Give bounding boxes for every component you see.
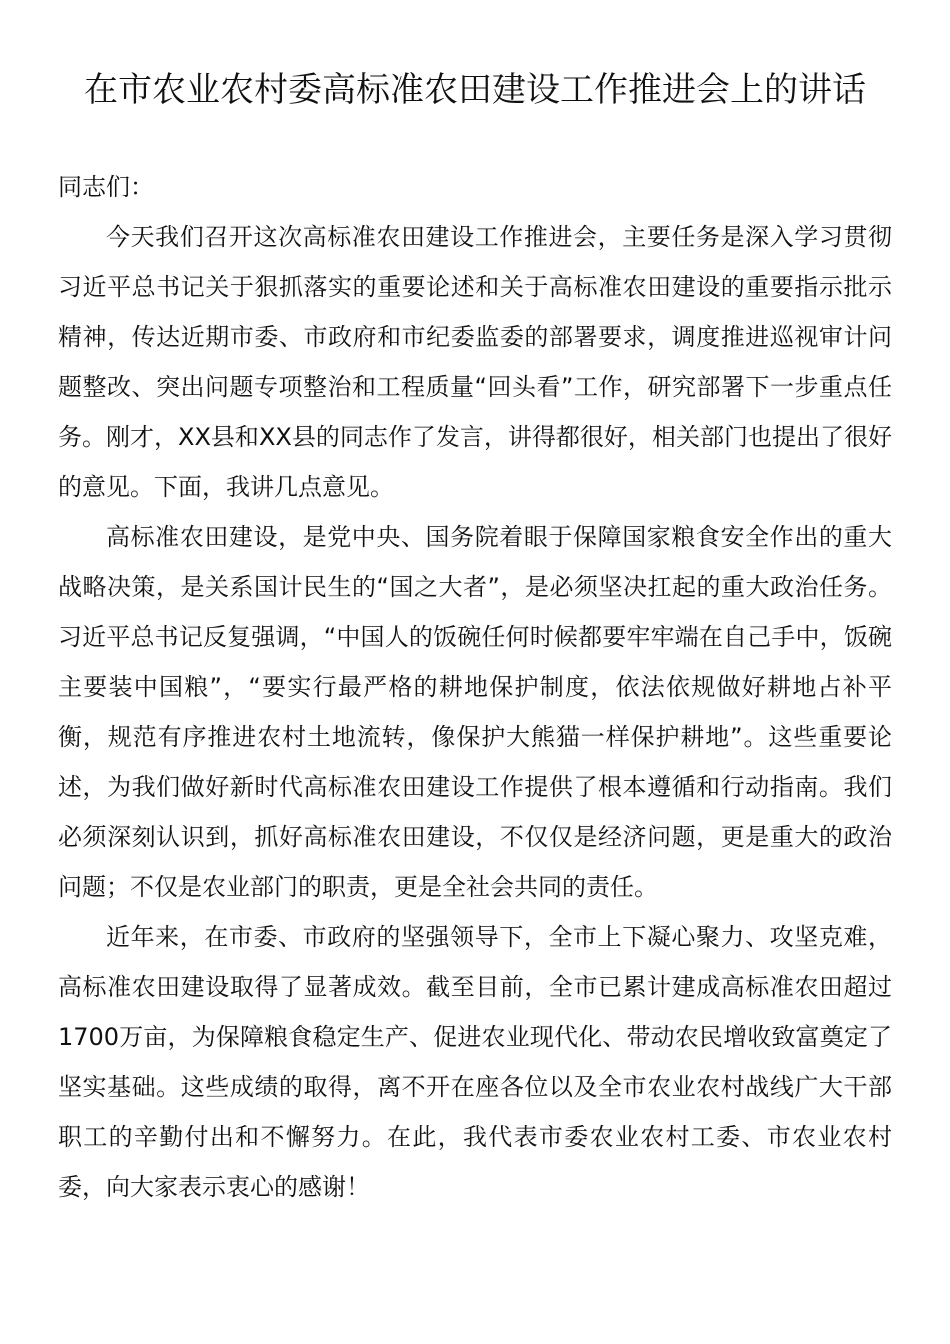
paragraph-2: 高标准农田建设，是党中央、国务院着眼于保障国家粮食安全作出的重大战略决策，是关系国计民生的“国之大者”，是必须坚决扛起的重大政治任务。习近平总书记反复强调，“中国人的饭碗任何时候都要牢牢端在自己手中，饭碗主要装中国粮”，“要实行最严格的耕地保护制度，依法依规做好耕地占补平衡，规范有序推进农村土地流转，像保护大熊猫一样保护耕地”。这些重要论述，为我们做好新时代高标准农田建设工作提供了根本遵循和行动指南。我们必须深刻认识到，抓好高标准农田建设，不仅仅是经济问题，更是重大的政治问题；不仅是农业部门的职责，更是全社会共同的责任。: [58, 523, 892, 901]
salutation: 同志们：: [58, 173, 154, 201]
paragraph-1: 今天我们召开这次高标准农田建设工作推进会，主要任务是深入学习贯彻习近平总书记关于狠抓落实的重要论述和关于高标准农田建设的重要指示批示精神，传达近期市委、市政府和市纪委监委的部署要求，调度推进巡视审计问题整改、突出问题专项整治和工程质量“回头看”工作，研究部署下一步重点任务。刚才，XX县和XX县的同志作了发言，讲得都很好，相关部门也提出了很好的意见。下面，我讲几点意见。: [58, 223, 892, 501]
document-title: 在市农业农村委高标准农田建设工作推进会上的讲话: [84, 70, 866, 110]
paragraph-3: 近年来，在市委、市政府的坚强领导下，全市上下凝心聚力、攻坚克难，高标准农田建设取得了显著成效。截至目前，全市已累计建成高标准农田超过1700万亩，为保障粮食稳定生产、促进农业现代化、带动农民增收致富奠定了坚实基础。这些成绩的取得，离不开在座各位以及全市农业农村战线广大干部职工的辛勤付出和不懈努力。在此，我代表市委农业农村工委、市农业农村委，向大家表示衷心的感谢！: [58, 923, 892, 1201]
